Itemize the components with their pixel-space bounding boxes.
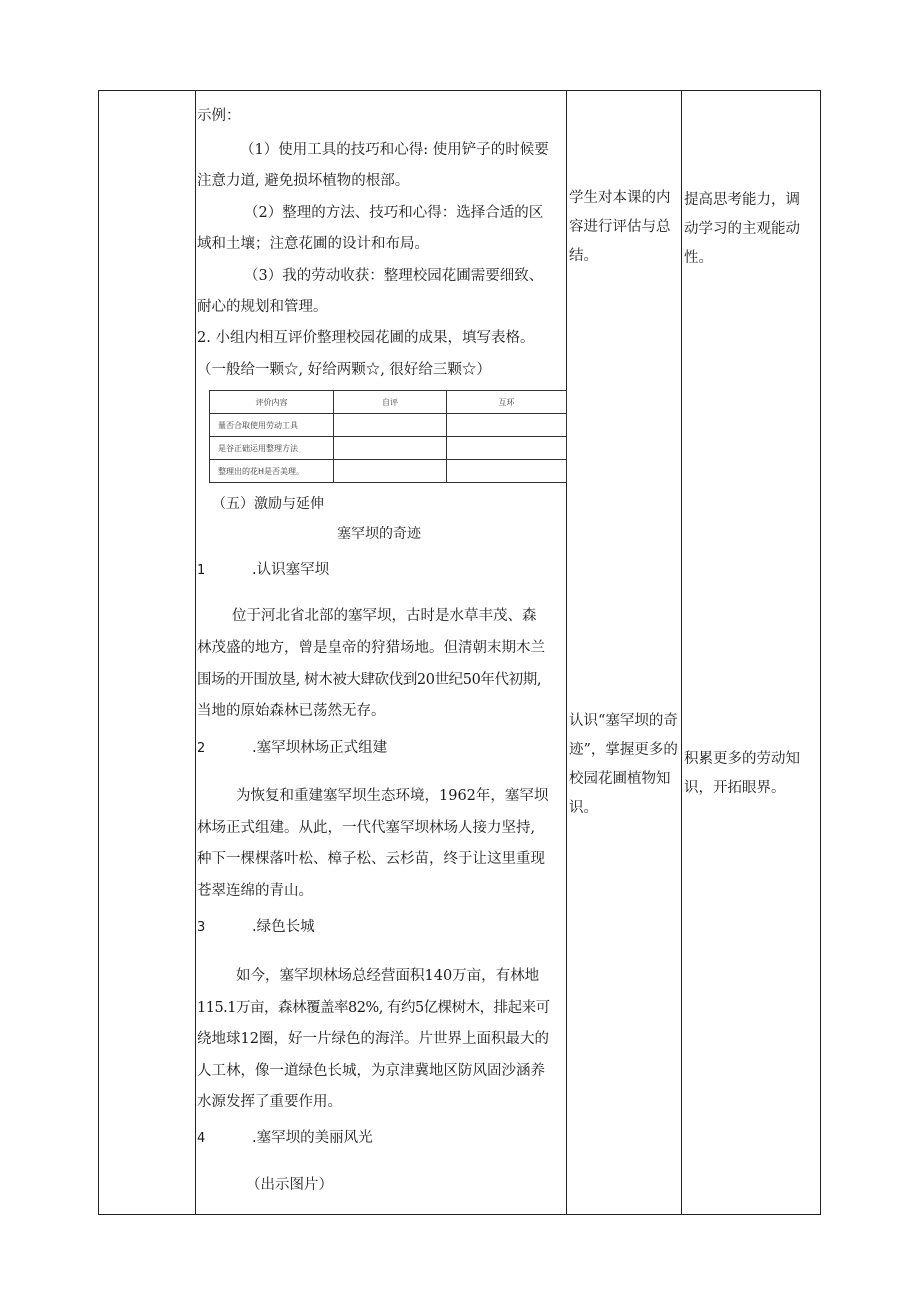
table-right-border: [820, 90, 821, 1215]
design-intent-knowledge: 积累更多的劳动知识，开拓眼界。: [684, 751, 800, 796]
table-bottom-border: [98, 1214, 821, 1215]
p4-title: .塞罕坝的美丽风光: [252, 1130, 373, 1146]
example-title: 示例：: [197, 108, 241, 124]
design-intent-thinking: 提高思考能力，调动学习的主观能动性。: [684, 192, 800, 266]
p1-number: 1: [197, 563, 206, 578]
example-item2-line2: 域和土壤；注意花圃的设计和布局。: [197, 236, 429, 252]
peer-eval-cell-1[interactable]: [447, 414, 567, 437]
rating-note: （一般给一颗☆, 好给两颗☆, 很好给三颗☆）: [197, 362, 491, 378]
example-item1-line2: 注意力道, 避免损坏植物的根部。: [197, 173, 410, 189]
self-eval-cell-3[interactable]: [334, 460, 447, 483]
p3-line4: 人工林，像一道绿色长城，为京津冀地区防风固沙涵养: [197, 1063, 545, 1079]
section5-title: 塞罕坝的奇迹: [337, 526, 421, 542]
example-item2-line1: （2）整理的方法、技巧和心得：选择合适的区: [244, 205, 544, 221]
p1-title: .认识塞罕坝: [252, 562, 330, 578]
p3-line2: 115.1万亩，森林覆盖率82%, 有约5亿棵树木，排起来可: [197, 1000, 550, 1016]
p3-title: .绿色长城: [252, 919, 315, 935]
table-row: [210, 460, 567, 483]
self-eval-cell-2[interactable]: [334, 437, 447, 460]
evaluation-table-header: [210, 391, 567, 414]
example-item1-line1: （1）使用工具的技巧和心得: 使用铲子的时候要: [240, 142, 549, 158]
header-peer-eval: 互环: [447, 391, 567, 414]
p2-number: 2: [197, 741, 206, 756]
p1-line4: 当地的原始森林已荡然无存。: [197, 703, 386, 719]
column-divider-2: [566, 90, 567, 1215]
p1-line3: 围场的开围放垦, 树木被大肆砍伐到20世纪50年代初期,: [197, 672, 542, 688]
section5-heading: （五）激励与延伸: [212, 496, 324, 512]
p4-number: 4: [197, 1131, 206, 1146]
table-row: [210, 437, 567, 460]
p1-line2: 林茂盛的地方，曾是皇帝的狩猎场地。但清朝末期木兰: [197, 640, 545, 656]
student-activity-evaluation: 学生对本课的内容进行评估与总结。: [569, 190, 671, 264]
table-top-border: [98, 90, 821, 91]
p2-line1: 为恢复和重建塞罕坝生态环境，1962年，塞罕坝: [236, 788, 549, 804]
evaluation-table: [209, 390, 567, 483]
example-item3-line2: 耐心的规划和管理。: [197, 299, 328, 315]
column-divider-1: [195, 90, 196, 1215]
p3-line3: 绕地球12圈，好一片绿色的海洋。片世界上面积最大的: [197, 1031, 549, 1047]
header-self-eval: 自评: [334, 391, 447, 414]
eval-item-1: 量否合取使用劳动工具: [210, 414, 334, 437]
p1-line1: 位于河北省北部的塞罕坝，古时是水草丰茂、森: [232, 608, 537, 624]
p2-title: .塞罕坝林场正式组建: [252, 740, 388, 756]
peer-eval-cell-2[interactable]: [447, 437, 567, 460]
p2-line3: 种下一棵棵落叶松、樟子松、云杉苗，终于让这里重现: [197, 851, 545, 867]
p3-line1: 如今，塞罕坝林场总经营面积140万亩，有林地: [236, 968, 540, 984]
p3-number: 3: [197, 920, 206, 935]
peer-eval-cell-3[interactable]: [447, 460, 567, 483]
student-activity-learn: 认识“塞罕坝的奇迹”，掌握更多的校园花圃植物知识。: [569, 713, 678, 816]
table-row: [210, 414, 567, 437]
self-eval-cell-1[interactable]: [334, 414, 447, 437]
column-divider-3: [681, 90, 682, 1215]
table-left-border: [98, 90, 99, 1215]
eval-item-3: 整理出的花H是否美理。: [210, 460, 334, 483]
header-eval-content: 评价内容: [210, 391, 334, 414]
p2-line2: 林场正式组建。从此，一代代塞罕坝林场人接力坚持,: [197, 820, 536, 836]
eval-item-2: 是谷正础运用整理方法: [210, 437, 334, 460]
example-item3-line1: （3）我的劳动收获：整理校园花圃需要细致、: [244, 268, 544, 284]
show-pictures-note: （出示图片）: [246, 1177, 333, 1193]
step2-instruction: 2. 小组内相互评价整理校园花圃的成果，填写表格。: [197, 330, 535, 346]
p3-line5: 水源发挥了重要作用。: [197, 1094, 342, 1110]
p2-line4: 苍翠连绵的青山。: [197, 883, 313, 899]
